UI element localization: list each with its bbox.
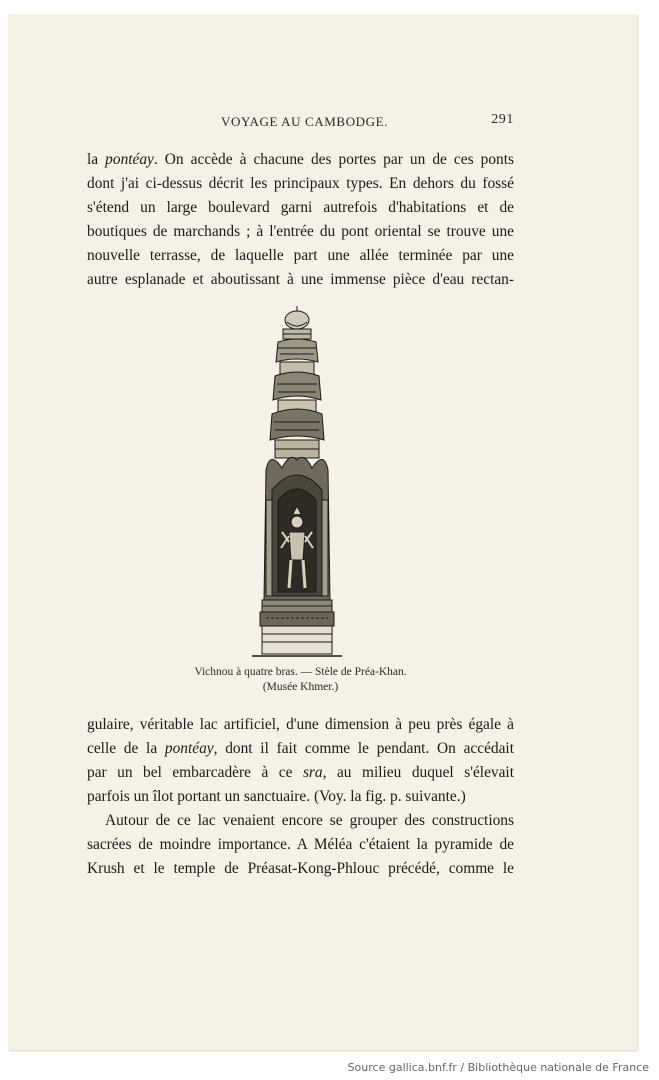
text-line: par un bel embarcadère à ce sra, au milieu duquel s'élevait: [87, 764, 514, 781]
italic-term: pontéay: [105, 151, 154, 168]
text-line: sacrées de moindre importance. A Méléa c'étaient la pyramide de: [87, 836, 514, 853]
source-attribution: Source gallica.bnf.fr / Bibliothèque nationale de France: [347, 1061, 649, 1074]
paragraph-bottom: [87, 713, 514, 809]
stele-engraving: [248, 300, 346, 662]
running-header: [87, 108, 514, 130]
text-line: s'étend un large boulevard garni autrefois d'habitations et de: [87, 199, 514, 216]
paragraph-last: [87, 809, 514, 881]
text-line: parfois un îlot portant un sanctuaire. (Voy. la fig. p. suivante.): [87, 788, 466, 805]
page-number: 291: [491, 112, 514, 127]
text-line: celle de la pontéay, dont il fait comme le pendant. On accédait: [87, 740, 514, 757]
figure-caption: [87, 665, 514, 695]
text-line: dont j'ai ci-dessus décrit les principaux types. En dehors du fossé: [87, 175, 514, 192]
text-line: autre esplanade et aboutissant à une immense pièce d'eau rectan-: [87, 271, 514, 288]
caption-line: (Musée Khmer.): [262, 681, 339, 693]
italic-term: sra: [302, 764, 323, 781]
text-line: nouvelle terrasse, de laquelle part une allée terminée par une: [87, 247, 514, 264]
text-line: Krush et le temple de Préasat-Kong-Phlouc précédé, comme le: [87, 860, 514, 877]
paragraph-top: [87, 148, 514, 292]
caption-line: Vichnou à quatre bras. — Stèle de Préa-Khan.: [194, 666, 407, 678]
text-line: boutiques de marchands ; à l'entrée du pont oriental se trouve une: [87, 223, 514, 240]
text-line: la pontéay. On accède à chacune des portes par un de ces ponts: [87, 151, 514, 168]
italic-term: pontéay: [164, 740, 214, 757]
text-line: Autour de ce lac venaient encore se grouper des constructions: [105, 812, 514, 829]
text-line: gulaire, véritable lac artificiel, d'une dimension à peu près égale à: [87, 716, 514, 733]
running-title: VOYAGE AU CAMBODGE.: [221, 114, 389, 129]
